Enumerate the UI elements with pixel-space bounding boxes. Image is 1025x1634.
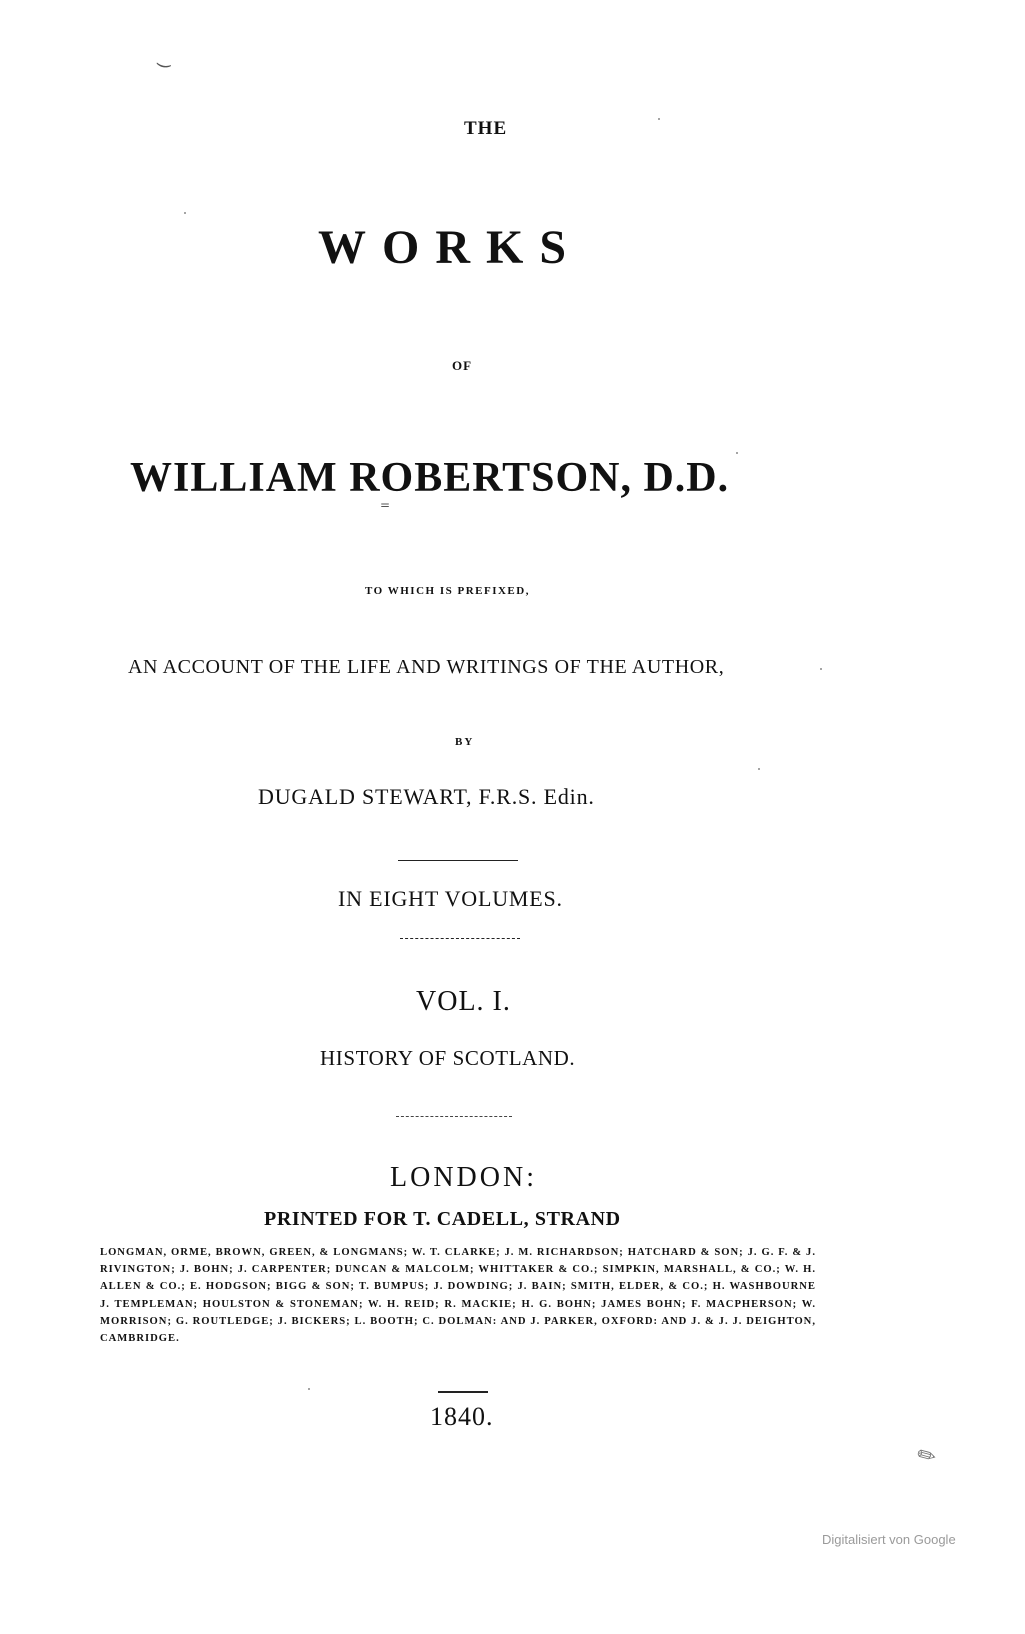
speck [658,118,660,120]
ink-mark-icon: ( [153,60,174,71]
speck [308,1388,310,1390]
volume-subject: HISTORY OF SCOTLAND. [320,1046,576,1070]
editor-name: DUGALD STEWART, F.R.S. Edin. [258,784,595,809]
author-name: WILLIAM ROBERTSON, D.D. [130,455,730,501]
divider-rule [438,1391,488,1393]
by-line: BY [455,736,475,748]
speck [820,668,822,670]
publication-year: 1840. [430,1402,494,1431]
ink-mark-icon: = [380,498,391,512]
speck [184,212,186,214]
publishers-list: LONGMAN, ORME, BROWN, GREEN, & LONGMANS; W. T. CLARKE; J. M. RICHARDSON; HATCHARD & SON; J. G. F. & J. RIVINGTON; J. BOHN; J. CARPENTER; DUNCAN & MALCOLM; WHITTAKER & CO.; SIMPKIN, MARSHALL, & CO.; W. H. ALLEN & CO.; E. HODGSON; BIGG & SON; T. BUMPUS; J. DOWDING; J. BAIN; SMITH, ELDER, & CO.; H. WASHBOURNE J. TEMPLEMAN; HOULSTON & STONEMAN; W. H. REID; R. MACKIE; H. G. BOHN; JAMES BOHN; F. MACPHERSON; W. MORRISON; G. ROUTLEDGE; J. BICKERS; L. BOOTH; C. DOLMAN: AND J. PARKER, OXFORD: AND J. & J. J. DEIGHTON, CAMBRIDGE. [100,1247,816,1345]
divider-rule [396,1116,512,1117]
prefixed-note: TO WHICH IS PREFIXED, [365,585,530,597]
printed-for: PRINTED FOR T. CADELL, STRAND [264,1208,621,1230]
volume-number: VOL. I. [416,986,511,1017]
imprint-place: LONDON: [390,1162,537,1193]
divider-rule [398,860,518,861]
speck [758,768,760,770]
speck [736,452,738,454]
title-works: WORKS [318,221,583,274]
account-line: AN ACCOUNT OF THE LIFE AND WRITINGS OF THE AUTHOR, [128,656,725,678]
title-of: OF [452,358,473,373]
smudge-icon: ✎ [912,1441,942,1472]
volumes-line: IN EIGHT VOLUMES. [338,886,563,911]
digitization-watermark: Digitalisiert von Google [822,1532,956,1547]
divider-rule [400,938,520,939]
title-the: THE [464,118,508,139]
